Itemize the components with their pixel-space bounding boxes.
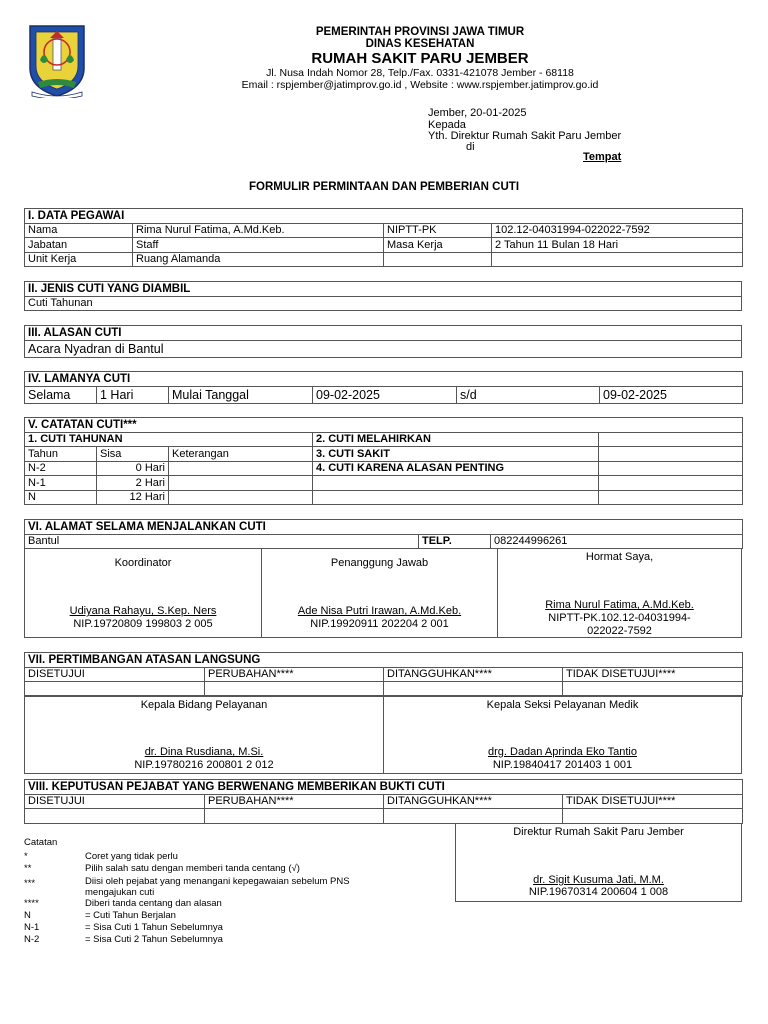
note-key: ** [24,863,32,874]
checkbox-cell[interactable] [563,682,743,697]
col-remarks: Keterangan [169,447,313,462]
value-phone: 082244996261 [491,534,743,549]
signature-head-of-services [24,695,384,774]
table-row [25,476,743,491]
signer-nip: NIP.19670314 200604 1 008 [528,886,669,898]
label-niptt: NIPTT-PK [384,223,492,238]
signer-name: Udiyana Rahayu, S.Kep. Ners [69,605,217,617]
option-rejected: TIDAK DISETUJUI**** [563,667,743,682]
remarks-cell [169,476,313,491]
value-name: Rima Nurul Fatima, A.Md.Keb. [133,223,384,238]
note-key: *** [24,878,36,889]
note-key: N-2 [24,934,40,945]
option-postponed: DITANGGUHKAN**** [384,667,563,682]
table-row [25,238,743,253]
section-heading: IV. LAMANYA CUTI [25,372,743,387]
year-cell: N-1 [25,476,97,491]
option-postponed: DITANGGUHKAN**** [384,794,563,809]
value-leave-reason: Acara Nyadran di Bantul [25,340,742,357]
signer-role: Koordinator [114,557,172,569]
section-heading: VI. ALAMAT SELAMA MENJALANKAN CUTI [25,520,743,535]
value-position: Staff [133,238,384,253]
signer-name: dr. Sigit Kusuma Jati, M.M. [533,874,664,886]
note-text: Coret yang tidak perlu [85,851,178,862]
section-supervisor-consideration [24,652,743,697]
checkbox-cell[interactable] [563,809,743,824]
year-cell: N-2 [25,461,97,476]
value-tenure: 2 Tahun 11 Bulan 18 Hari [492,238,743,253]
note-text: mengajukan cuti [85,887,155,898]
value-leave-address: Bantul [25,534,419,549]
table-row [25,252,743,267]
table-row [25,682,743,697]
year-cell: N [25,490,97,505]
section-leave-reason [24,325,742,358]
empty-cell [384,252,492,267]
checkbox-cell[interactable] [205,682,384,697]
remaining-cell: 2 Hari [97,476,169,491]
signer-nip: NIP.19920911 202204 2 001 [310,618,449,630]
signer-name: Ade Nisa Putri Irawan, A.Md.Keb. [297,605,462,617]
signer-role: Kepala Seksi Pelayanan Medik [486,699,639,711]
section-leave-type [24,281,742,311]
value-leave-type: Cuti Tahunan [25,296,742,311]
note-key: * [24,851,28,862]
label-until: s/d [457,386,600,403]
checkbox-cell[interactable] [25,809,205,824]
label-duration: Selama [25,386,97,403]
label-tenure: Masa Kerja [384,238,492,253]
empty-cell [492,252,743,267]
empty-cell [313,476,599,491]
signature-applicant [497,548,742,638]
col-remaining: Sisa [97,447,169,462]
letter-di: di [466,141,475,153]
signer-name: Rima Nurul Fatima, A.Md.Keb. [545,599,694,611]
letter-recipient: Yth. Direktur Rumah Sakit Paru Jember [428,130,622,142]
col-year: Tahun [25,447,97,462]
remarks-cell [169,461,313,476]
section-heading: VII. PERTIMBANGAN ATASAN LANGSUNG [25,653,743,668]
signer-role: Hormat Saya, [585,551,654,563]
header-contact: Email : rspjember@jatimprov.go.id , Website : www.rspjember.jatimprov.go.id [241,79,599,91]
empty-cell [599,476,743,491]
signer-nip: NIP.19840417 201403 1 001 [492,759,633,771]
notes-title: Catatan [24,837,58,848]
checkbox-cell[interactable] [384,682,563,697]
header-address: Jl. Nusa Indah Nomor 28, Telp./Fax. 0331-421078 Jember - 68118 [266,67,574,79]
section-leave-notes [24,417,743,505]
label-phone: TELP. [419,534,491,549]
value-end-date: 09-02-2025 [600,386,743,403]
remaining-cell: 0 Hari [97,461,169,476]
letter-date: Jember, 20-01-2025 [428,107,527,119]
remaining-cell: 12 Hari [97,490,169,505]
remarks-cell [169,490,313,505]
checkbox-cell[interactable] [384,809,563,824]
header-hospital: RUMAH SAKIT PARU JEMBER [311,50,529,67]
form-title: FORMULIR PERMINTAAN DAN PEMBERIAN CUTI [248,181,520,193]
option-changed: PERUBAHAN**** [205,794,384,809]
label-sick-leave: 3. CUTI SAKIT [313,447,599,462]
value-niptt: 102.12-04031994-022022-7592 [492,223,743,238]
empty-cell [599,447,743,462]
table-row [25,794,743,809]
note-key: N-1 [24,922,40,933]
label-annual-leave: 1. CUTI TAHUNAN [25,432,313,447]
letter-to: Kepada [428,119,466,131]
table-row [25,490,743,505]
section-employee-data [24,208,743,267]
note-key: N [24,910,31,921]
signer-nip: NIP.19780216 200801 2 012 [134,759,274,771]
option-approved: DISETUJUI [25,794,205,809]
option-changed: PERUBAHAN**** [205,667,384,682]
checkbox-cell[interactable] [205,809,384,824]
table-row [25,667,743,682]
note-key: **** [24,898,39,909]
note-text: Pilih salah satu dengan memberi tanda centang (√) [85,863,300,874]
value-duration: 1 Hari [97,386,169,403]
label-start-date: Mulai Tanggal [169,386,313,403]
empty-cell [599,461,743,476]
table-row [25,432,743,447]
table-row [25,809,743,824]
checkbox-cell[interactable] [25,682,205,697]
signature-head-of-medical [383,695,742,774]
label-maternity-leave: 2. CUTI MELAHIRKAN [313,432,599,447]
section-leave-address [24,519,743,549]
signer-role: Direktur Rumah Sakit Paru Jember [513,826,684,838]
empty-cell [313,490,599,505]
signature-director [455,823,742,902]
empty-cell [599,490,743,505]
note-text: = Sisa Cuti 1 Tahun Sebelumnya [85,922,223,933]
signer-nip: NIPTT-PK.102.12-04031994-022022-7592 [548,612,691,638]
option-approved: DISETUJUI [25,667,205,682]
table-row [25,534,743,549]
signer-name: dr. Dina Rusdiana, M.Si. [144,746,264,758]
section-heading: VIII. KEPUTUSAN PEJABAT YANG BERWENANG MEMBERIKAN BUKTI CUTI [25,780,743,795]
label-position: Jabatan [25,238,133,253]
empty-cell [599,432,743,447]
label-unit: Unit Kerja [25,252,133,267]
signature-coordinator [24,548,262,638]
header-agency: DINAS KESEHATAN [365,38,475,50]
note-text: Diisi oleh pejabat yang menangani kepegawaian sebelum PNS [85,876,350,887]
signature-supervisor [261,548,498,638]
header-government: PEMERINTAH PROVINSI JAWA TIMUR [315,26,525,38]
signer-name: drg. Dadan Aprinda Eko Tantio [487,746,637,758]
signer-nip: NIP.19720809 199803 2 005 [73,618,213,630]
option-rejected: TIDAK DISETUJUI**** [563,794,743,809]
section-heading: III. ALASAN CUTI [25,326,742,341]
note-text: Diberi tanda centang dan alasan [85,898,222,909]
note-text: = Cuti Tahun Berjalan [85,910,176,921]
table-row [25,223,743,238]
label-name: Nama [25,223,133,238]
section-heading: I. DATA PEGAWAI [25,209,743,224]
east-java-coat-of-arms-icon [24,22,90,98]
letter-place: Tempat [583,151,622,163]
table-row [25,386,743,403]
value-start-date: 09-02-2025 [313,386,457,403]
section-heading: V. CATATAN CUTI*** [25,418,743,433]
note-text: = Sisa Cuti 2 Tahun Sebelumnya [85,934,223,945]
section-heading: II. JENIS CUTI YANG DIAMBIL [25,282,742,297]
value-unit: Ruang Alamanda [133,252,384,267]
label-important-leave: 4. CUTI KARENA ALASAN PENTING [313,461,599,476]
signer-role: Kepala Bidang Pelayanan [140,699,268,711]
table-row [25,461,743,476]
table-row [25,447,743,462]
section-official-decision [24,779,743,824]
signer-role: Penanggung Jawab [330,557,429,569]
section-leave-duration [24,371,743,404]
